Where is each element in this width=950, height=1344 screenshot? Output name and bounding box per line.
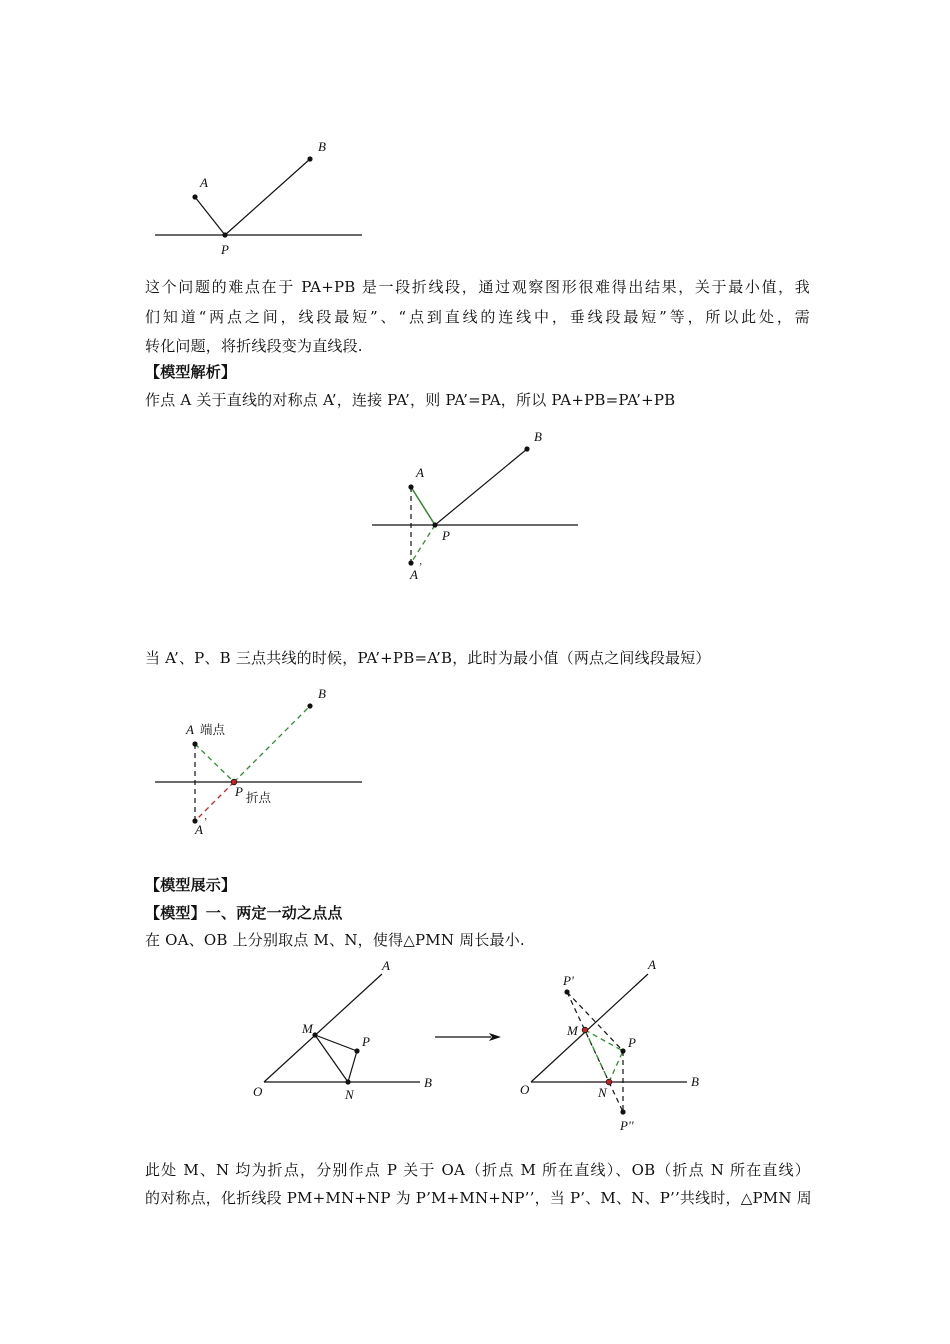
point-A — [192, 741, 197, 746]
point-P-prime — [564, 989, 569, 994]
segment-AP — [411, 487, 435, 525]
figure-reflection — [365, 425, 585, 585]
label-B: B — [691, 1074, 699, 1089]
dashed-PA-prime — [411, 525, 435, 563]
label-B: B — [534, 429, 542, 444]
segment-PB — [225, 159, 310, 235]
ray-OA — [264, 974, 382, 1082]
point-N — [606, 1079, 612, 1085]
label-foldpoint: 折点 — [246, 790, 272, 805]
segment-PN — [348, 1051, 357, 1082]
point-P — [620, 1048, 625, 1053]
ray-OA — [531, 974, 648, 1082]
label-A-prime-mark: ’ — [204, 817, 208, 828]
heading-model-display: 【模型展示】 — [145, 876, 237, 894]
point-P-double-prime — [620, 1109, 625, 1114]
label-A: A — [382, 958, 390, 973]
analysis-text: 作点 A 关于直线的对称点 A’，连接 PA’，则 PA’=PA，所以 PA+PB=PA’+PB — [145, 391, 676, 409]
label-M: M — [567, 1023, 578, 1038]
point-A — [408, 484, 413, 489]
transform-arrow — [435, 1033, 501, 1041]
label-P: P — [362, 1034, 370, 1049]
segment-PB — [435, 449, 527, 525]
point-P — [354, 1048, 359, 1053]
dashed-MP — [585, 1030, 623, 1051]
left-diagram — [253, 958, 432, 1102]
label-B: B — [318, 686, 326, 701]
segment-AP — [195, 197, 225, 235]
paragraph1-line3: 转化问题，将折线段变为直线段. — [145, 337, 363, 355]
point-B — [307, 156, 312, 161]
label-A: A — [416, 465, 424, 480]
label-P: P — [235, 784, 243, 799]
point-P — [432, 522, 437, 527]
segment-MN — [315, 1035, 348, 1082]
point-A-prime — [408, 560, 413, 565]
point-B — [307, 703, 312, 708]
label-A-prime: A — [410, 567, 418, 582]
dashed-P1-P2 — [567, 992, 623, 1112]
point-N — [345, 1079, 350, 1084]
label-A-prime: A — [195, 822, 203, 837]
label-P: P — [442, 528, 450, 543]
paragraph1-line1: 这个问题的难点在于 PA+PB 是一段折线段，通过观察图形很难得出结果，关于最小值，我 — [145, 278, 810, 296]
dashed-MN — [585, 1030, 609, 1082]
point-A — [192, 194, 197, 199]
right-diagram — [520, 957, 699, 1133]
display-text: 在 OA、OB 上分别取点 M、N，使得△PMN 周长最小. — [145, 931, 525, 949]
label-O: O — [520, 1082, 530, 1097]
dashed-NP — [609, 1051, 623, 1082]
bottom-text-line2: 的对称点，化折线段 PM+MN+NP 为 P’M+MN+NP’’，当 P’、M、N、P’’共线时，△PMN 周 — [145, 1189, 812, 1207]
label-M: M — [302, 1021, 313, 1036]
label-P-double-prime: P'' — [620, 1118, 634, 1133]
figure-collinear — [150, 682, 380, 842]
figure-broken-line — [150, 135, 370, 265]
point-B — [524, 446, 529, 451]
heading-model-analysis: 【模型解析】 — [145, 363, 237, 381]
label-B: B — [318, 139, 326, 154]
point-M — [582, 1027, 588, 1033]
dashed-AP — [195, 744, 234, 782]
label-N: N — [598, 1085, 607, 1100]
dashed-P1-P — [567, 992, 623, 1051]
label-endpoint: 端点 — [200, 722, 226, 737]
label-N: N — [345, 1087, 354, 1102]
paragraph1-line2: 们知道“两点之间，线段最短”、“点到直线的连线中，垂线段最短”等，所以此处，需 — [145, 308, 810, 326]
heading-model-one: 【模型】一、两定一动之点点 — [145, 904, 343, 922]
label-A: A — [186, 722, 194, 737]
dashed-PB — [234, 706, 310, 782]
point-P — [222, 232, 227, 237]
collinear-text: 当 A’、P、B 三点共线的时候，PA’+PB=A’B，此时为最小值（两点之间线段最短） — [145, 649, 711, 667]
label-O: O — [253, 1084, 263, 1099]
figure-angle-triangle — [245, 950, 715, 1140]
label-A: A — [648, 957, 656, 972]
dashed-PA-prime — [195, 782, 234, 821]
label-P: P — [628, 1035, 636, 1050]
label-B: B — [424, 1075, 432, 1090]
bottom-text-line1: 此处 M、N 均为折点，分别作点 P 关于 OA（折点 M 所在直线）、OB（折点 N 所在直线） — [145, 1161, 810, 1179]
label-A: A — [200, 175, 208, 190]
label-P-prime: P' — [563, 973, 574, 988]
label-P: P — [221, 242, 229, 257]
point-M — [312, 1032, 317, 1037]
label-A-prime-mark: ’ — [419, 562, 423, 573]
